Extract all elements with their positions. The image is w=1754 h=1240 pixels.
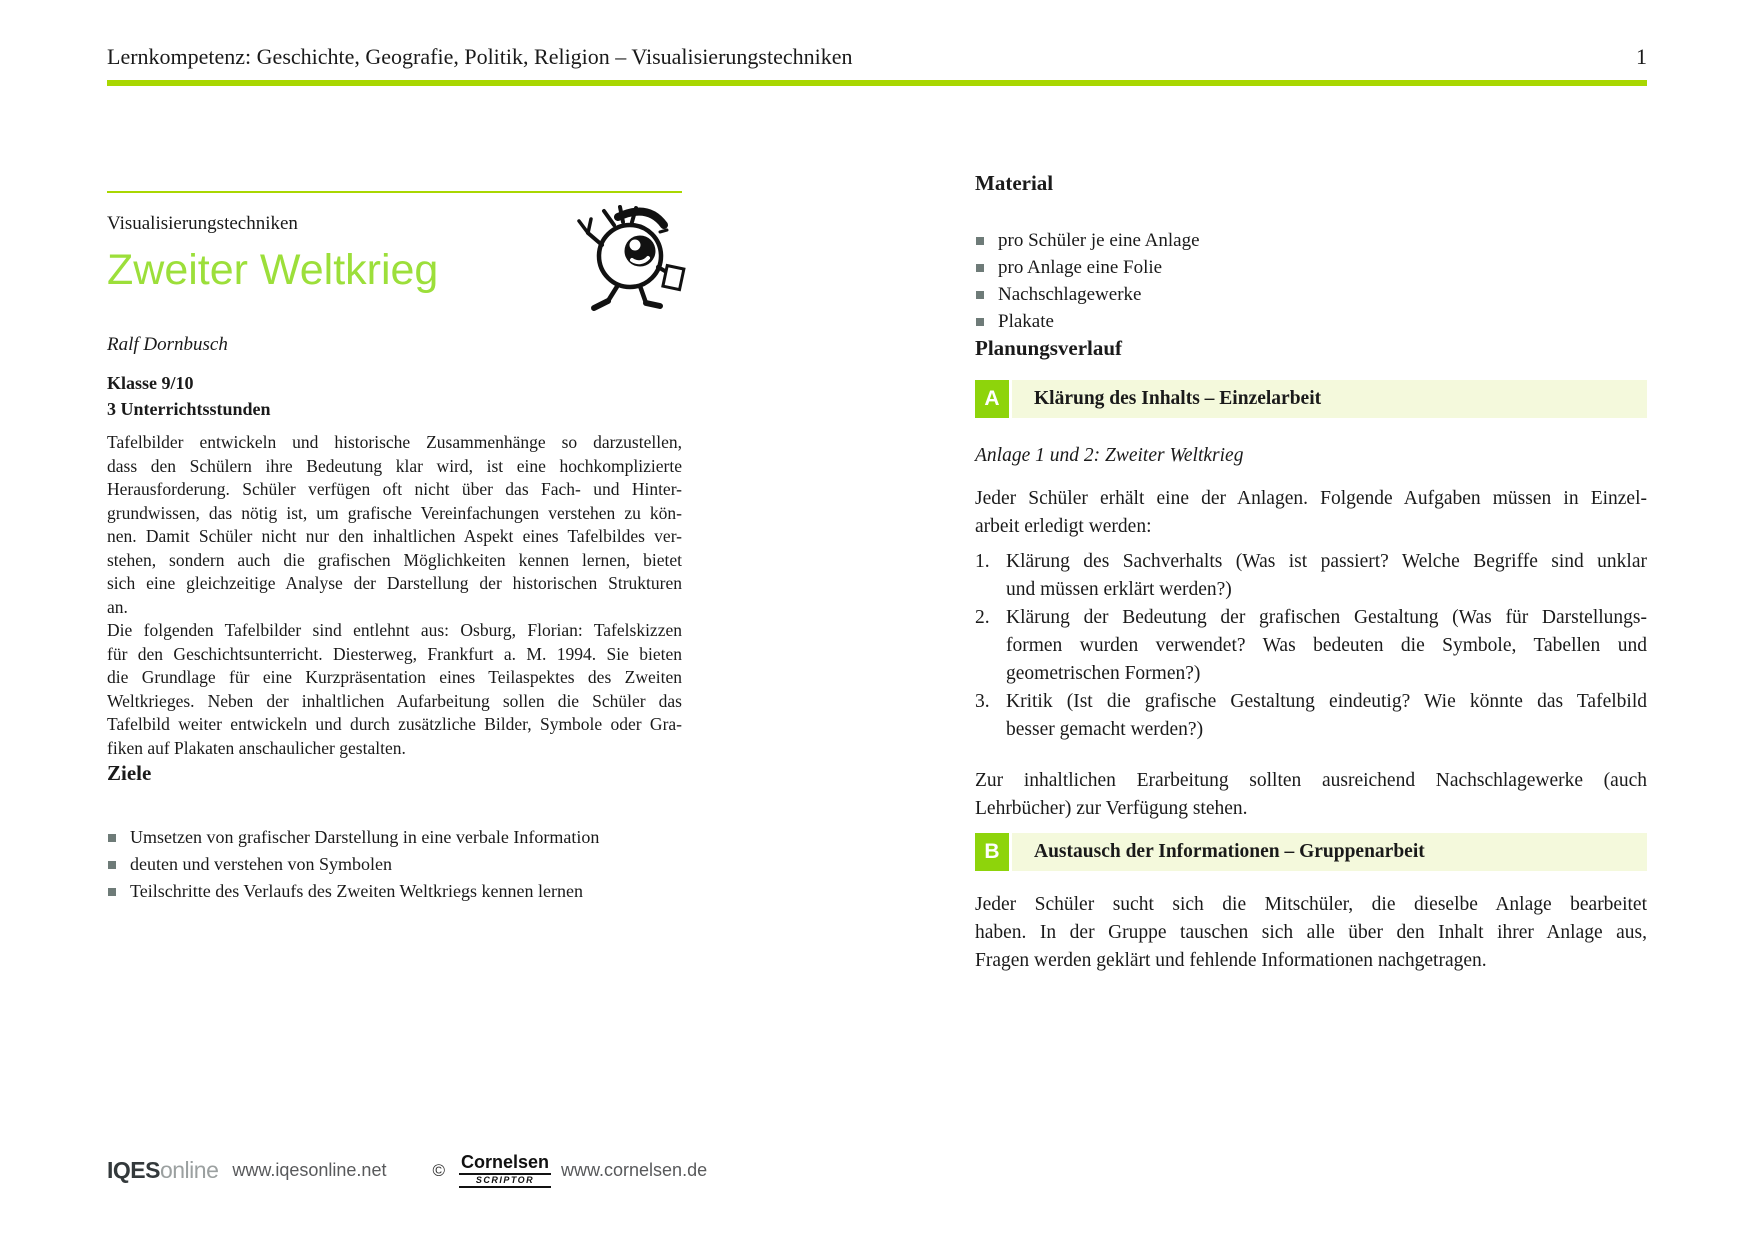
- task-text-line: Klärung der Bedeutung der grafischen Gestaltung (Was für Darstellungs-: [1006, 607, 1647, 628]
- intro-paragraph-1: [107, 431, 682, 619]
- planungsverlauf-heading: Planungsverlauf: [975, 336, 1123, 360]
- square-bullet-icon: [976, 291, 984, 299]
- topic-rule: [107, 191, 682, 193]
- task-text-line: geometrischen Formen?): [1006, 663, 1201, 684]
- task-text-line: und müssen erklärt werden?): [1006, 579, 1232, 600]
- copyright-symbol: ©: [432, 1160, 445, 1180]
- author-name: Ralf Dornbusch: [107, 334, 228, 355]
- body-text-line: Die folgenden Tafelbilder sind entlehnt aus: Osburg, Florian: Tafelskizzen: [107, 620, 682, 640]
- left-column: [107, 191, 682, 905]
- section-b-badge: B: [975, 833, 1009, 871]
- material-list-item: [975, 281, 1647, 308]
- right-column: [975, 170, 1647, 975]
- body-text-line: Fragen werden geklärt und fehlende Informationen nachgetragen.: [975, 950, 1487, 971]
- body-text-line: Lehrbücher) zur Verfügung stehen.: [975, 798, 1248, 819]
- ziele-list: [107, 824, 682, 905]
- square-bullet-icon: [976, 264, 984, 272]
- ziele-heading: Ziele: [107, 761, 152, 785]
- body-text-line: fiken auf Plakaten anschaulicher gestalten.: [107, 737, 406, 758]
- ziele-item-text: deuten und verstehen von Symbolen: [130, 854, 392, 874]
- anlage-note: Anlage 1 und 2: Zweiter Weltkrieg: [975, 445, 1244, 466]
- material-list: [975, 227, 1647, 335]
- cornelsen-scriptor-logo: Cornelsen SCRIPTOR: [459, 1153, 551, 1188]
- task-number: 3.: [975, 691, 990, 712]
- square-bullet-icon: [108, 888, 116, 896]
- body-text-line: dass den Schülern ihre Bedeutung klar wird, ist eine hochkomplizierte: [107, 455, 682, 476]
- body-text-line: die Grundlage für eine Kurzpräsentation eines Teilaspektes des Zweiten: [107, 667, 682, 687]
- meta-line: 3 Unterrichtsstunden: [107, 398, 271, 419]
- body-text-line: Tafelbild weiter entwickeln und durch zusätzliche Bilder, Symbole oder Gra-: [107, 714, 682, 734]
- body-text-line: an.: [107, 596, 128, 617]
- task-number: 2.: [975, 607, 990, 628]
- iqes-url: www.iqesonline.net: [232, 1160, 387, 1180]
- material-item-text: Nachschlagewerke: [998, 284, 1142, 305]
- meta-line: Klasse 9/10: [107, 373, 194, 393]
- page-header-title: Lernkompetenz: Geschichte, Geografie, Politik, Religion – Visualisierungstechniken: [107, 44, 853, 69]
- material-item-text: pro Schüler je eine Anlage: [998, 230, 1200, 251]
- section-b-bar: [975, 833, 1647, 871]
- task-text-line: Klärung des Sachverhalts (Was ist passiert? Welche Begriffe sind unklar: [1006, 551, 1647, 572]
- body-text-line: nen. Damit Schüler nicht nur den inhaltlichen Aspekt eines Tafelbildes ver-: [107, 526, 682, 546]
- running-eye-mascot-illustration: [562, 201, 692, 316]
- body-text-line: Weltkrieges. Neben der inhaltlichen Aufarbeitung sollen die Schüler das: [107, 690, 682, 711]
- section-a-intro: [975, 485, 1647, 541]
- square-bullet-icon: [976, 318, 984, 326]
- header-rule: [107, 80, 1647, 86]
- body-text-line: Tafelbilder entwickeln und historische Zusammenhänge so darzustellen,: [107, 432, 682, 452]
- iqes-online-logo: IQESonline: [107, 1157, 219, 1183]
- reference-note: [975, 767, 1647, 823]
- task-text-line: besser gemacht werden?): [1006, 719, 1204, 740]
- task-item-2: [975, 604, 1647, 688]
- section-a-title: Klärung des Inhalts – Einzelarbeit: [1012, 380, 1647, 418]
- ziele-item-text: Teilschritte des Verlaufs des Zweiten Weltkriegs kennen lernen: [130, 881, 583, 901]
- material-list-item: [975, 254, 1647, 281]
- ziele-list-item: [107, 878, 682, 905]
- body-text-line: haben. In der Gruppe tauschen sich alle über den Inhalt ihrer Anlage aus,: [975, 922, 1647, 943]
- material-list-item: [975, 308, 1647, 335]
- material-heading: Material: [975, 171, 1054, 195]
- lesson-meta: [107, 371, 682, 422]
- body-text-line: grundwissen, das nötig ist, um grafische Vereinfachungen verstehen zu kön-: [107, 502, 682, 523]
- body-text-line: stehen, sondern auch die grafischen Möglichkeiten kennen lernen, bietet: [107, 549, 682, 570]
- material-item-text: Plakate: [998, 311, 1054, 332]
- cornelsen-url: www.cornelsen.de: [561, 1160, 708, 1180]
- square-bullet-icon: [976, 237, 984, 245]
- material-item-text: pro Anlage eine Folie: [998, 257, 1163, 278]
- square-bullet-icon: [108, 861, 116, 869]
- section-a-badge: A: [975, 380, 1009, 418]
- body-text-line: arbeit erledigt werden:: [975, 516, 1152, 537]
- body-text-line: Jeder Schüler erhält eine der Anlagen. Folgende Aufgaben müssen in Einzel-: [975, 488, 1647, 509]
- material-list-item: [975, 227, 1647, 254]
- page-number: 1: [1636, 44, 1647, 69]
- square-bullet-icon: [108, 834, 116, 842]
- task-item-1: [975, 548, 1647, 604]
- section-b-title: Austausch der Informationen – Gruppenarbeit: [1012, 833, 1647, 871]
- ziele-list-item: [107, 824, 682, 851]
- page-footer: [107, 1153, 707, 1188]
- task-text-line: formen wurden verwendet? Was bedeuten die Symbole, Tabellen und: [1006, 635, 1647, 656]
- ziele-list-item: [107, 851, 682, 878]
- body-text-line: für den Geschichtsunterricht. Diesterweg, Frankfurt a. M. 1994. Sie bieten: [107, 643, 682, 664]
- section-b-text: [975, 891, 1647, 975]
- topic-label: Visualisierungstechniken: [107, 213, 298, 234]
- intro-paragraph-2: [107, 619, 682, 760]
- body-text-line: Zur inhaltlichen Erarbeitung sollten ausreichend Nachschlagewerke (auch: [975, 770, 1647, 791]
- task-text-line: Kritik (Ist die grafische Gestaltung eindeutig? Wie könnte das Tafelbild: [1006, 691, 1647, 712]
- page-header: [107, 44, 1647, 70]
- section-a-bar: [975, 380, 1647, 418]
- task-item-3: [975, 688, 1647, 744]
- body-text-line: sich eine gleichzeitige Analyse der Darstellung der historischen Strukturen: [107, 573, 682, 593]
- body-text-line: Herausforderung. Schüler verfügen oft nicht über das Fach- und Hinter-: [107, 479, 682, 499]
- task-list: [975, 548, 1647, 744]
- task-number: 1.: [975, 551, 990, 572]
- body-text-line: Jeder Schüler sucht sich die Mitschüler, die dieselbe Anlage bearbeitet: [975, 894, 1647, 915]
- ziele-item-text: Umsetzen von grafischer Darstellung in eine verbale Information: [130, 827, 600, 847]
- document-title: Zweiter Weltkrieg: [107, 246, 439, 294]
